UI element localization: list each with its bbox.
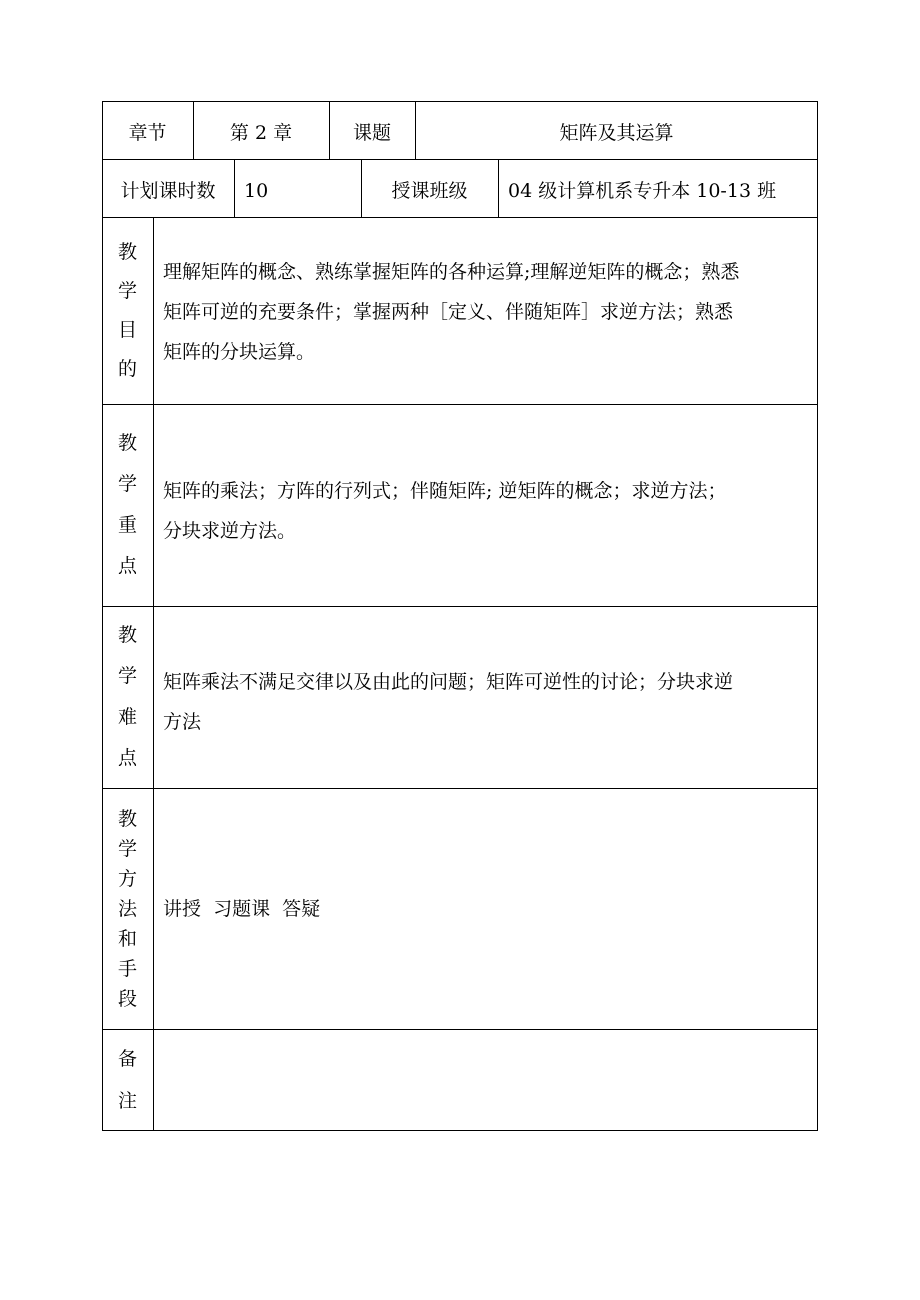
planned-hours-label: 计划课时数: [120, 179, 216, 202]
class-value: 04 级计算机系专升本 10-13 班: [508, 179, 777, 202]
chapter-value: 第 2 章: [229, 121, 293, 144]
remarks-label: 备 注: [117, 1048, 137, 1112]
chapter-label: 章节: [128, 121, 167, 144]
methods-label: 教 学 方 法 和 手 段: [117, 807, 137, 1010]
topic-value: 矩阵及其运算: [559, 121, 674, 144]
key-points-label: 教 学 重 点: [117, 432, 137, 577]
row-divider: [102, 606, 818, 607]
difficulties-text: 矩阵乘法不满足交律以及由此的问题；矩阵可逆性的讨论；分块求逆 方法: [163, 671, 734, 733]
topic-label: 课题: [352, 121, 391, 144]
objectives-text: 理解矩阵的概念、熟练掌握矩阵的各种运算;理解逆矩阵的概念；熟悉 矩阵可逆的充要条件；掌握两种［定义、伴随矩阵］求逆方法；熟悉 矩阵的分块运算。: [163, 261, 740, 363]
key-points-text: 矩阵的乘法；方阵的行列式；伴随矩阵; 逆矩阵的概念；求逆方法； 分块求逆方法。: [163, 480, 727, 542]
difficulties-label: 教 学 难 点: [117, 624, 137, 769]
label-column-divider: [153, 217, 154, 1131]
methods-text: 讲授 习题课 答疑: [163, 897, 321, 920]
row-divider: [102, 159, 818, 160]
objectives-label: 教 学 目 的: [117, 240, 137, 380]
row-divider: [102, 404, 818, 405]
class-label: 授课班级: [391, 179, 468, 202]
remarks-text[interactable]: [163, 1029, 813, 1131]
row-divider: [102, 217, 818, 218]
planned-hours-value: 10: [244, 179, 269, 202]
